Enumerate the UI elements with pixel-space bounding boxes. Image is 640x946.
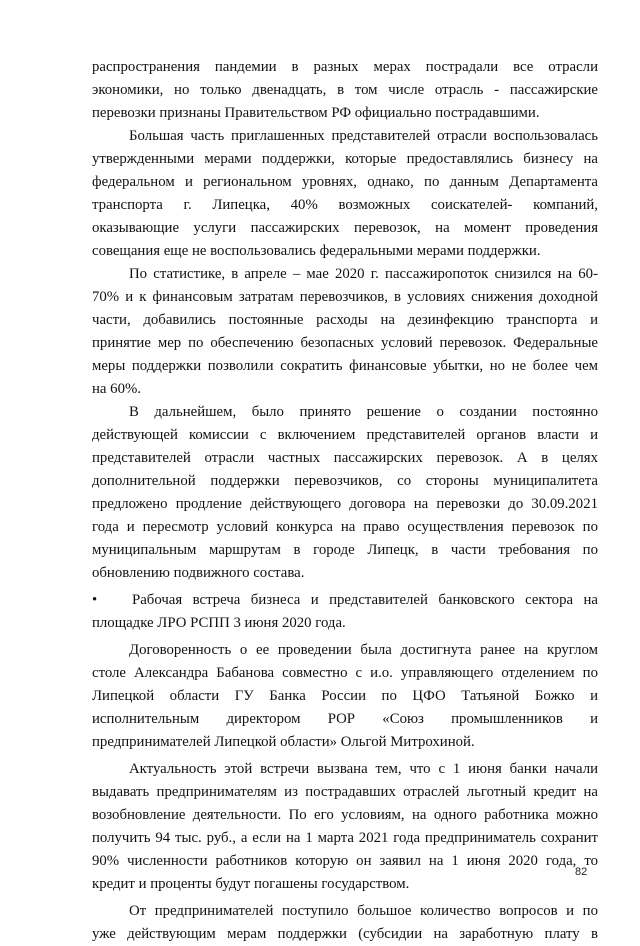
text-line: экономики, но только двенадцать, в том числе отрасль - пассажирские	[92, 82, 598, 98]
bullet-item-bank-meeting	[92, 589, 598, 635]
text-line: утвержденными мерами поддержки, которые предоставлялись бизнесу на	[92, 151, 598, 167]
text-line: транспорта г. Липецка, 40% возможных соискателей- компаний,	[92, 197, 598, 213]
text-line: 70% и к финансовым затратам перевозчиков, в условиях снижения доходной	[92, 289, 598, 305]
text-line: площадке ЛРО РСПП 3 июня 2020 года.	[92, 615, 346, 631]
text-line: По статистике, в апреле – мае 2020 г. пассажиропоток снизился на 60-	[129, 266, 598, 282]
document-page	[92, 56, 598, 946]
text-line: федеральном и региональном уровнях, однако, по данным Департамента	[92, 174, 598, 190]
text-line: части, добавились постоянные расходы на дезинфекцию транспорта и	[92, 312, 598, 328]
text-line: В дальнейшем, было принято решение о создании постоянно	[129, 404, 598, 420]
paragraph-support-measures	[92, 125, 598, 263]
bullet-icon: •	[92, 592, 98, 608]
text-line: Липецкой области ГУ Банка России по ЦФО Татьяной Божко и	[92, 688, 598, 704]
text-line: 90% численности работников которую он заявил на 1 июня 2020 года, то	[92, 853, 598, 869]
text-line: получить 94 тыс. руб., а если на 1 марта 2021 года предприниматель сохранит	[92, 830, 598, 846]
text-line: совещания еще не воспользовались федеральными мерами поддержки.	[92, 243, 541, 259]
text-line: принятие мер по обеспечению безопасных условий перевозок. Федеральные	[92, 335, 598, 351]
text-line: столе Александра Бабанова совместно с и.о. управляющего отделением по	[92, 665, 598, 681]
text-line: меры поддержки позволили сократить финансовые убытки, но не более чем	[92, 358, 598, 374]
text-line: дополнительной поддержки перевозчиков, со стороны муниципалитета	[92, 473, 598, 489]
paragraph-preferential-credit	[92, 758, 598, 896]
text-line: обновлению подвижного состава.	[92, 565, 305, 581]
text-line: муниципальным маршрутам в городе Липецк, в части требования по	[92, 542, 598, 558]
text-line: представителей отрасли частных пассажирских перевозок. А в целях	[92, 450, 598, 466]
text-line: От предпринимателей поступило большое количество вопросов и по	[129, 903, 598, 919]
text-line: выдавать предпринимателям из пострадавших отраслей льготный кредит на	[92, 784, 598, 800]
bullet-row	[92, 589, 598, 612]
paragraph-questions	[92, 900, 598, 946]
text-line: действующей комиссии с включением представителей органов власти и	[92, 427, 598, 443]
paragraph-commission	[92, 401, 598, 585]
paragraph-agreement	[92, 639, 598, 754]
paragraph-statistics	[92, 263, 598, 401]
text-line: Рабочая встреча бизнеса и представителей банковского сектора на	[132, 592, 598, 608]
text-line: года и пересмотр условий конкурса на право осуществления перевозок по	[92, 519, 598, 535]
text-line: на 60%.	[92, 381, 142, 397]
text-line: возобновление деятельности. По его условиям, на одного работника можно	[92, 807, 598, 823]
text-line: распространения пандемии в разных мерах пострадали все отрасли	[92, 59, 598, 75]
page-number: 82	[575, 866, 588, 878]
text-line: предпринимателей Липецкой области» Ольгой Митрохиной.	[92, 734, 475, 750]
text-line: исполнительным директором РОР «Союз промышленников и	[92, 711, 598, 727]
text-line: оказывающие услуги пассажирских перевозок, на момент проведения	[92, 220, 598, 236]
text-line: уже действующим мерам поддержки (субсидии на заработную плату в	[92, 926, 598, 942]
text-line: кредит и проценты будут погашены государством.	[92, 876, 410, 892]
paragraph-pandemic-industries	[92, 56, 598, 125]
text-line: предложено продление действующего договора на перевозки до 30.09.2021	[92, 496, 598, 512]
text-line: Актуальность этой встречи вызвана тем, что с 1 июня банки начали	[129, 761, 598, 777]
text-line: перевозки признаны Правительством РФ официально пострадавшими.	[92, 105, 540, 121]
text-line: Договоренность о ее проведении была достигнута ранее на круглом	[129, 642, 598, 658]
text-line: Большая часть приглашенных представителей отрасли воспользовалась	[129, 128, 598, 144]
